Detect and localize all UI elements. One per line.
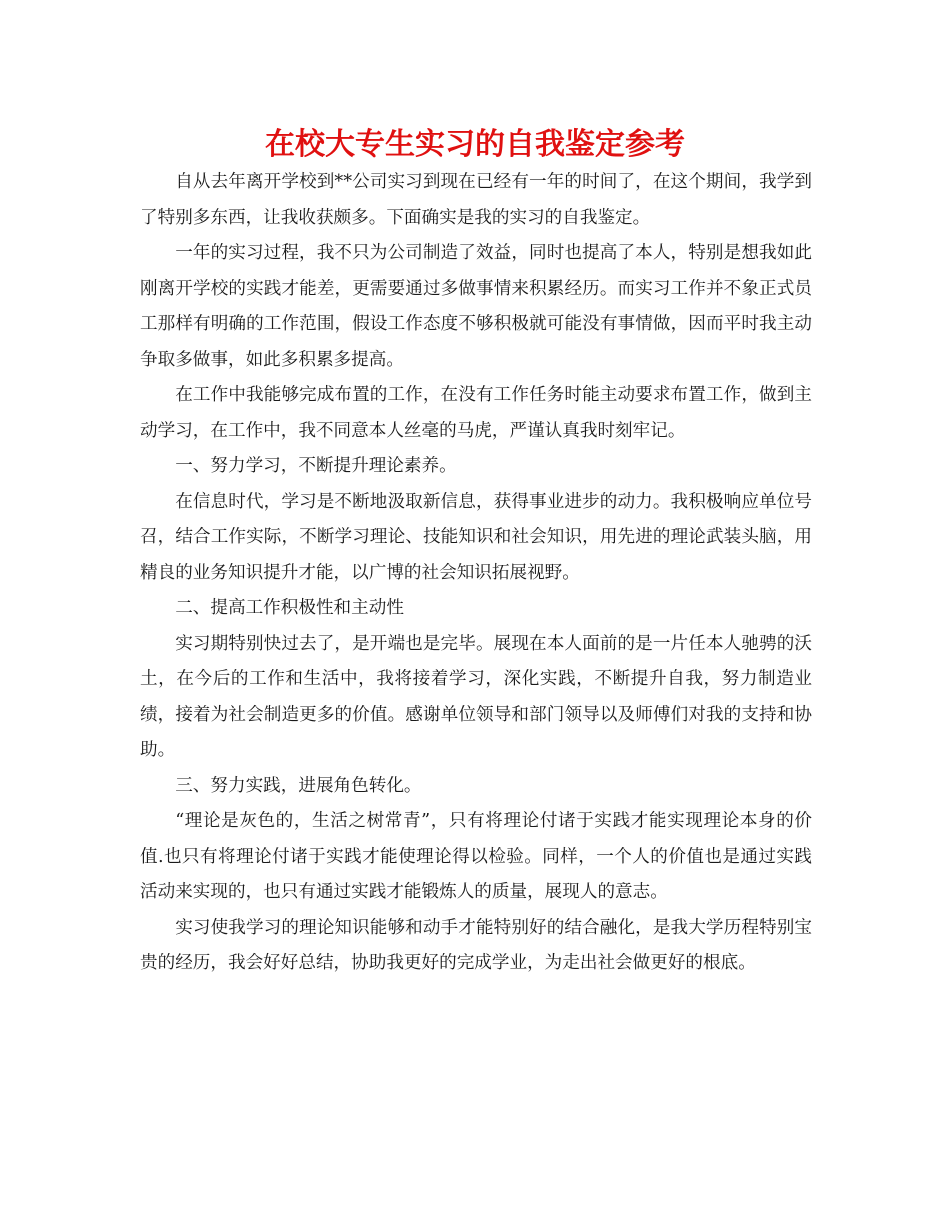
document-title: 在校大专生实习的自我鉴定参考 [265,127,685,162]
paragraph-work-attitude: 在工作中我能够完成布置的工作，在没有工作任务时能主动要求布置工作，做到主动学习，在工作中，我不同意本人丝毫的马虎，严谨认真我时刻牢记。 [140,385,812,441]
paragraph-learning: 在信息时代，学习是不断地汲取新信息，获得事业进步的动力。我积极响应单位号召，结合工作实际，不断学习理论、技能知识和社会知识，用先进的理论武装头脑，用精良的业务知识提升才能，以广博的社会知识拓展视野。 [140,491,812,583]
section-heading-1: 一、努力学习，不断提升理论素养。 [175,456,457,476]
paragraph-conclusion: 实习使我学习的理论知识能够和动手才能特别好的结合融化，是我大学历程特别宝贵的经历，我会好好总结，协助我更好的完成学业，为走出社会做更好的根底。 [140,917,812,973]
section-heading-3: 三、努力实践，进展角色转化。 [175,775,422,796]
paragraph-intro: 自从去年离开学校到**公司实习到现在已经有一年的时间了，在这个期间，我学到了特别多东西，让我收获颇多。下面确实是我的实习的自我鉴定。 [140,172,812,228]
section-heading-2: 二、提高工作积极性和主动性 [175,598,404,618]
paragraph-initiative: 实习期特别快过去了，是开端也是完毕。展现在本人面前的是一片任本人驰骋的沃土，在今后的工作和生活中，我将接着学习，深化实践，不断提升自我，努力制造业绩，接着为社会制造更多的价值。感谢单位领导和部门领导以及师傅们对我的支持和协助。 [140,633,812,760]
paragraph-internship-process: 一年的实习过程，我不只为公司制造了效益，同时也提高了本人，特别是想我如此刚离开学校的实践才能差，更需要通过多做事情来积累经历。而实习工作并不象正式员工那样有明确的工作范围，假设工作态度不够积极就可能没有事情做，因而平时我主动争取多做事，如此多积累多提高。 [140,243,812,370]
document-body [140,165,812,982]
paragraph-practice: “理论是灰色的，生活之树常青”，只有将理论付诸于实践才能实现理论本身的价值.也只有将理论付诸于实践才能使理论得以检验。同样，一个人的价值也是通过实践活动来实现的，也只有通过实践才能锻炼人的质量，展现人的意志。 [140,811,812,902]
